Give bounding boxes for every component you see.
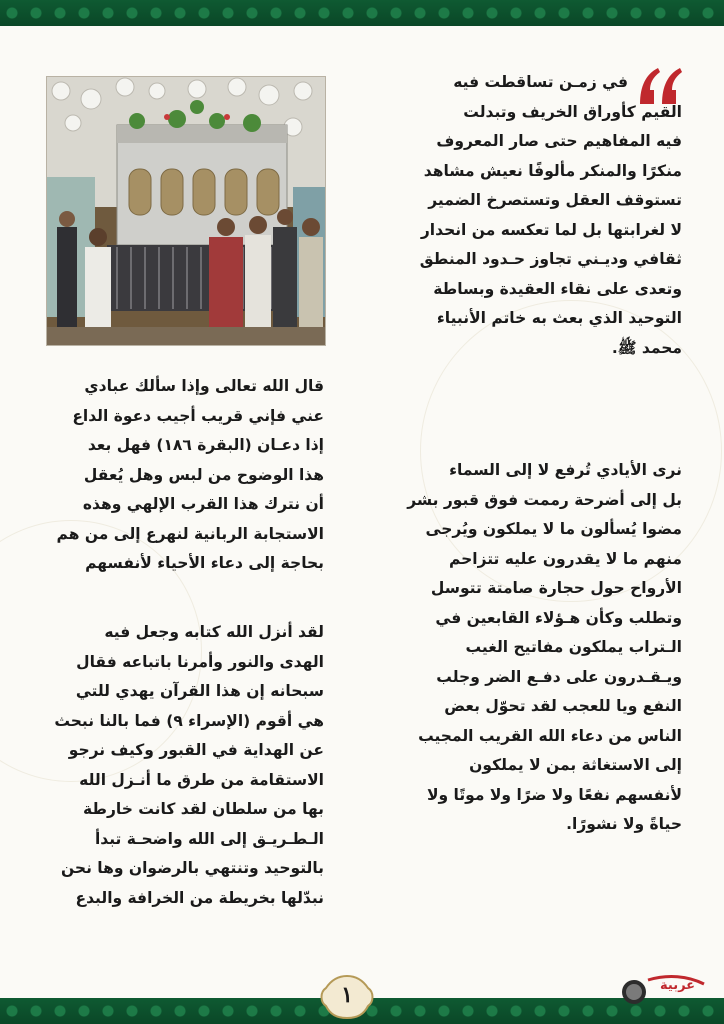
text-line: عني فإني قريب أجيب دعوة الداع (72, 406, 324, 425)
text-line: ويـقـدرون على دفـع الضر وجلب (436, 667, 682, 686)
text-line: الناس من دعاء الله القريب المجيب (418, 726, 682, 745)
text-line: النفع ويا للعجب لقد تحوّل بعض (444, 697, 682, 715)
text-line: هذا الوضوح من لبس وهل يُعقل (83, 465, 324, 484)
text-line: بل إلى أضرحة رممت فوق قبور بشر (407, 490, 682, 509)
text-line: إذا دعـان (البقرة ١٨٦) فهل بعد (87, 436, 324, 454)
text-line: نبدّلها بخريطة من الخرافة والبدع (75, 888, 324, 907)
right-column-paragraph-2 (372, 456, 682, 840)
text-line: الاستجابة الربانية لنهرع إلى من هم (56, 524, 324, 543)
shrine-photo (46, 76, 326, 346)
text-line: الاستقامة من طرق ما أنـزل الله (79, 770, 324, 789)
top-decorative-border (0, 0, 724, 26)
text-line: منهم ما لا يقدرون عليه تتزاحم (448, 549, 682, 568)
text-line: الهدى والنور وأمرنا باتباعه فقال (76, 652, 324, 671)
text-line: لقد أنزل الله كتابه وجعل فيه (104, 623, 324, 641)
text-line: فيه المفاهيم حتى صار المعروف (436, 132, 682, 150)
text-line: تستوقف العقل وتستصرخ الضمير (428, 191, 682, 209)
text-line: التوحيد الذي بعث به خاتم الأنبياء (436, 309, 682, 327)
page-number: ١ (341, 982, 353, 1008)
logo-text: عربية (660, 978, 696, 993)
text-line: في زمـن تساقطت فيه (453, 73, 628, 91)
text-line: الأرواح حول حجارة صامتة تتوسل (430, 579, 682, 597)
text-line: القيم كأوراق الخريف وتبدلت (463, 102, 682, 121)
text-line: ثقافي وديـني تجاوز حـدود المنطق (419, 250, 682, 268)
text-line: مضوا يُسألون ما لا يملكون ويُرجى (425, 520, 682, 538)
text-line: نرى الأيادي تُرفع لا إلى السماء (449, 461, 682, 479)
text-line: إلى الاستغاثة بمن لا يملكون (469, 756, 682, 774)
text-line: وتطلب وكأن هـؤلاء القابعين في (435, 608, 682, 627)
text-line: لا لغرابتها بل لما تعكسه من انحدار (420, 220, 682, 239)
text-line: بالتوحيد وتنتهي بالرضوان وها نحن (60, 859, 324, 877)
text-line: بها من سلطان لقد كانت خارطة (82, 800, 324, 818)
text-line: منكرًا والمنكر مألوفًا نعيش مشاهد (423, 161, 682, 180)
text-line: قال الله تعالى وإذا سألك عبادي (84, 377, 324, 395)
right-column-paragraph-1 (372, 68, 682, 363)
left-column-paragraph-1 (46, 372, 324, 579)
text-line: بحاجة إلى دعاء الأحياء لأنفسهم (85, 554, 324, 572)
text-line: حياةً ولا نشورًا. (566, 815, 682, 833)
text-line: لأنفسهم نفعًا ولا ضرًا ولا موتًا ولا (426, 785, 682, 804)
left-column-paragraph-2 (46, 618, 324, 913)
text-line: وتعدى على نقاء العقيدة وبساطة (433, 279, 682, 298)
text-line: أن نترك هذا القرب الإلهي وهذه (82, 495, 324, 513)
text-line: الـطـريـق إلى الله واضحـة تبدأ (94, 829, 324, 848)
text-line: هي أقوم (الإسراء ٩) فما بالنا نبحث (54, 711, 324, 730)
text-line: عن الهداية في القبور وكيف نرجو (68, 741, 324, 759)
text-line: الـتراب يملكون مفاتيح الغيب (465, 638, 682, 656)
text-line: محمد ﷺ. (611, 338, 682, 357)
text-line: سبحانه إن هذا القرآن يهدي للتي (75, 682, 324, 700)
